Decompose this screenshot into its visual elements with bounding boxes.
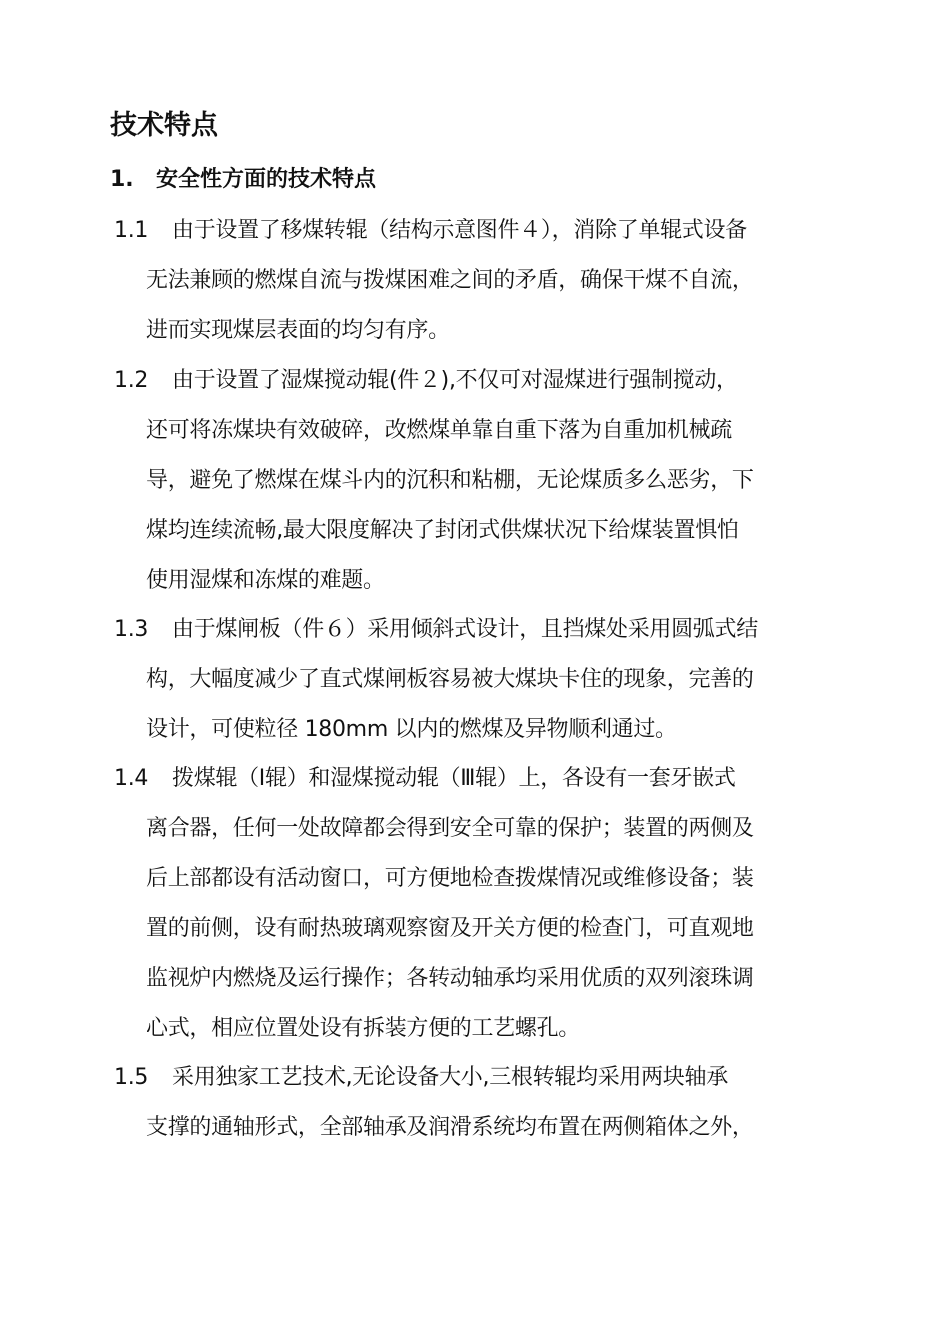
item-number: 1.2	[114, 368, 149, 393]
item-number: 1.3	[114, 617, 149, 642]
item-text: 拨煤辊（Ⅰ辊）和湿煤搅动辊（Ⅲ辊）上，各设有一套牙嵌式	[172, 766, 736, 791]
item-text: 采用独家工艺技术,无论设备大小,三根转辊均采用两块轴承	[172, 1065, 728, 1090]
list-item	[114, 1053, 814, 1153]
item-text: 由于煤闸板（件６）采用倾斜式设计，且挡煤处采用圆弧式结	[172, 617, 758, 642]
item-number: 1.1	[114, 218, 149, 243]
item-line: 使用湿煤和冻煤的难题。	[146, 568, 385, 593]
item-line: 离合器，任何一处故障都会得到安全可靠的保护；装置的两侧及	[146, 816, 754, 841]
item-line: 心式，相应位置处设有拆装方便的工艺螺孔。	[146, 1016, 581, 1041]
item-text: 由于设置了湿煤搅动辊(件２),不仅可对湿煤进行强制搅动，	[172, 368, 738, 393]
item-number: 1.5	[114, 1065, 149, 1090]
item-line: 监视炉内燃烧及运行操作；各转动轴承均采用优质的双列滚珠调	[146, 966, 754, 991]
item-line: 进而实现煤层表面的均匀有序。	[146, 318, 450, 343]
list-item	[114, 605, 814, 755]
list-item	[114, 356, 814, 606]
item-line: 还可将冻煤块有效破碎，改燃煤单靠自重下落为自重加机械疏	[146, 418, 732, 443]
item-line: 构，大幅度减少了直式煤闸板容易被大煤块卡住的现象，完善的	[146, 667, 754, 692]
list-item	[114, 754, 814, 1054]
page-title: 技术特点	[110, 110, 218, 141]
item-line: 支撑的通轴形式，全部轴承及润滑系统均布置在两侧箱体之外，	[146, 1115, 754, 1140]
item-line: 设计，可使粒径 180mm 以内的燃煤及异物顺利通过。	[146, 717, 677, 742]
item-line	[114, 605, 814, 655]
item-line	[114, 206, 814, 256]
list-item	[114, 206, 814, 356]
item-number: 1.4	[114, 766, 149, 791]
item-line	[114, 1053, 814, 1103]
item-text: 由于设置了移煤转辊（结构示意图件４），消除了单辊式设备	[172, 218, 747, 243]
item-line: 煤均连续流畅,最大限度解决了封闭式供煤状况下给煤装置惧怕	[146, 518, 739, 543]
item-line: 后上部都设有活动窗口，可方便地检查拨煤情况或维修设备；装	[146, 866, 754, 891]
section-heading	[110, 162, 376, 198]
item-line: 导，避免了燃煤在煤斗内的沉积和粘棚，无论煤质多么恶劣，下	[146, 468, 754, 493]
item-line: 无法兼顾的燃煤自流与拨煤困难之间的矛盾，确保干煤不自流，	[146, 268, 754, 293]
item-line: 置的前侧，设有耐热玻璃观察窗及开关方便的检查门，可直观地	[146, 916, 754, 941]
section-number: 1.	[110, 167, 134, 192]
section-title: 安全性方面的技术特点	[156, 167, 377, 192]
item-line	[114, 754, 814, 804]
item-line	[114, 356, 814, 406]
